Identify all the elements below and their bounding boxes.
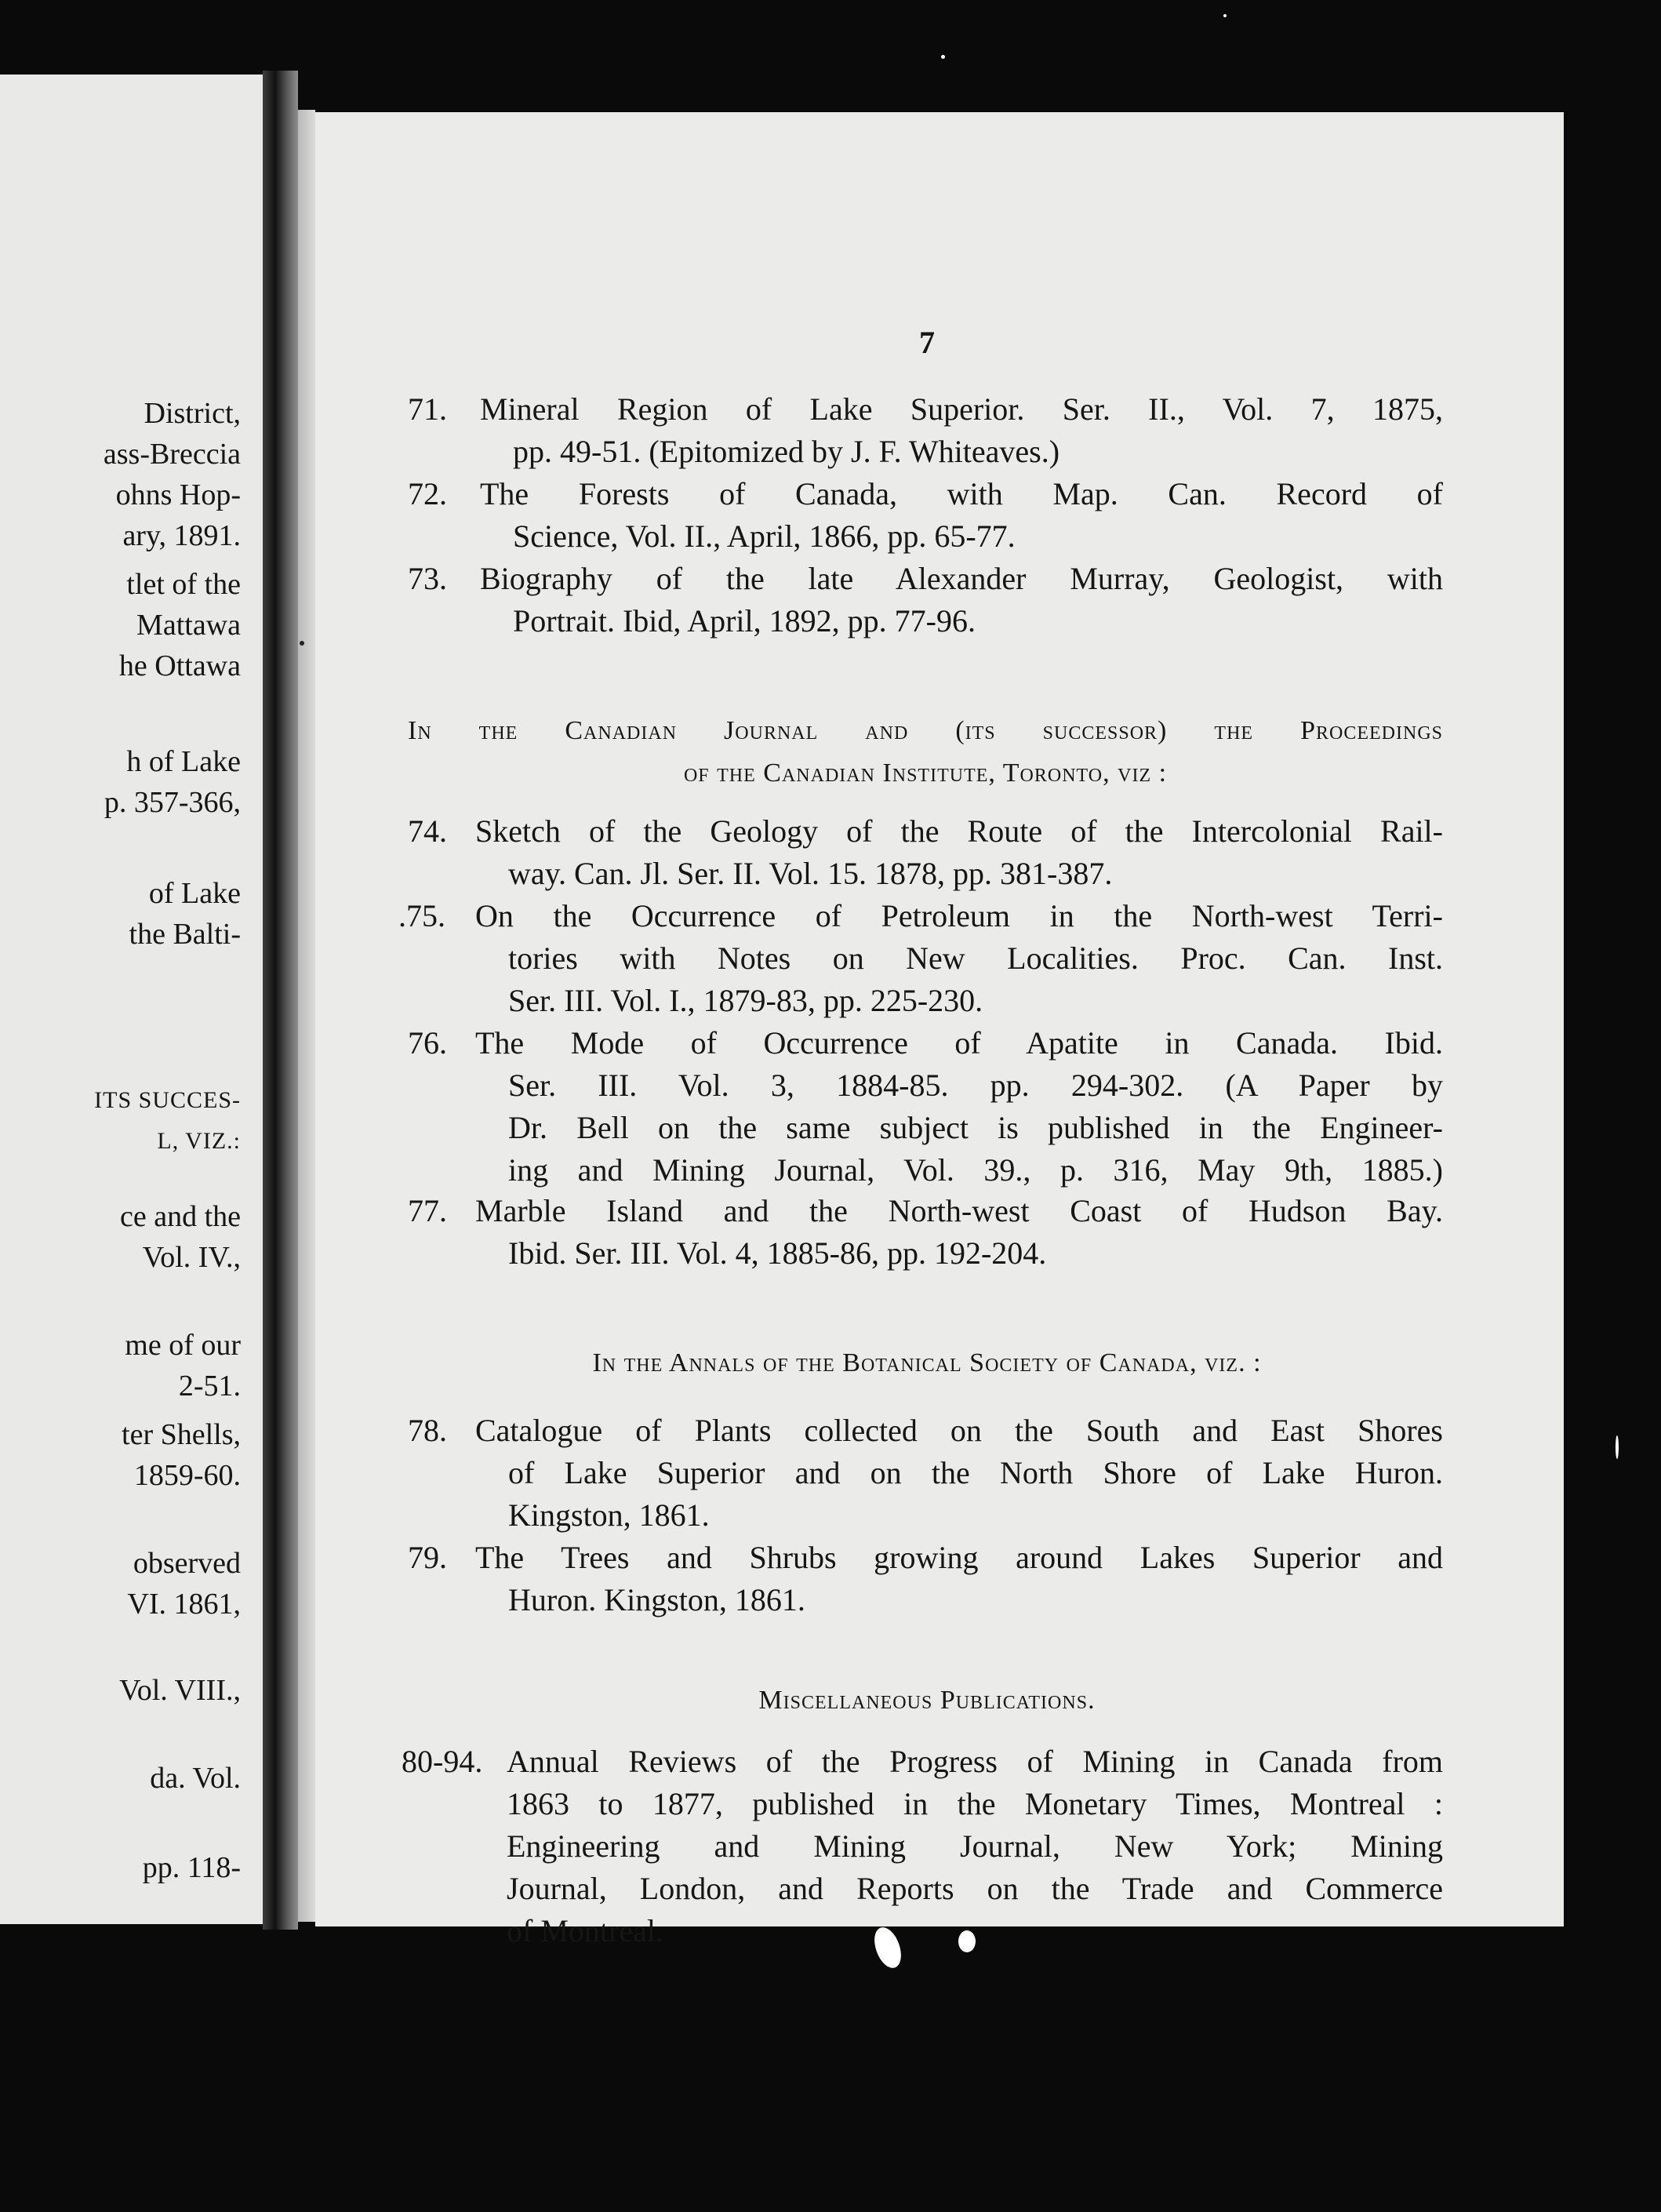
entry-number: 76.	[408, 1025, 447, 1061]
section-heading	[441, 1342, 1413, 1384]
entry-line: of Montreal.	[507, 1913, 663, 1948]
entry-line: tories with Notes on New Localities. Proc. Can. Inst.	[508, 940, 1443, 976]
left-line: of Lake	[148, 877, 241, 910]
section-heading-line: Miscellaneous Publications.	[758, 1686, 1096, 1715]
bibliography-entry	[402, 1741, 1443, 1952]
bibliography-entry	[408, 1190, 1443, 1275]
left-line: Vol. VIII.,	[119, 1674, 241, 1707]
section-heading-line: of the Canadian Institute, Toronto, viz :	[683, 759, 1168, 788]
entry-line: Marble Island and the North-west Coast of Hudson Bay.	[475, 1193, 1443, 1228]
gutter-shadow	[298, 110, 315, 1922]
bibliography-entry	[408, 388, 1443, 473]
left-line: pp. 118-	[142, 1851, 241, 1884]
scan-artifact	[300, 641, 304, 646]
page	[315, 112, 1564, 1948]
section-heading-line: In the Canadian Journal and (its successor) the Proceedings	[408, 716, 1443, 745]
scan-artifact	[941, 55, 945, 59]
left-line: da. Vol.	[150, 1762, 241, 1795]
bibliography-entry	[408, 1022, 1443, 1191]
entry-line: The Mode of Occurrence of Apatite in Canada. Ibid.	[475, 1025, 1443, 1061]
scan-artifact	[1616, 1435, 1619, 1459]
entry-line: pp. 49-51. (Epitomized by J. F. Whiteaves.)	[513, 434, 1060, 469]
entry-line: of Lake Superior and on the North Shore of Lake Huron.	[508, 1455, 1443, 1490]
entry-line: Journal, London, and Reports on the Trade and Commerce	[507, 1871, 1443, 1906]
entry-line: 1863 to 1877, published in the Monetary Times, Montreal :	[507, 1786, 1443, 1821]
entry-line: Engineering and Mining Journal, New York; Mining	[507, 1828, 1443, 1864]
entry-line: Science, Vol. II., April, 1866, pp. 65-77.	[513, 518, 1016, 554]
entry-number: 71.	[408, 391, 447, 427]
entry-line: Catalogue of Plants collected on the South and East Shores	[475, 1413, 1443, 1448]
entry-line: Huron. Kingston, 1861.	[508, 1582, 805, 1617]
left-line: ass-Breccia	[103, 438, 241, 471]
left-line: he Ottawa	[118, 649, 241, 682]
left-line: the Balti-	[129, 918, 241, 951]
bibliography-entry	[408, 473, 1443, 558]
section-heading	[408, 710, 1443, 795]
entry-line: On the Occurrence of Petroleum in the North-west Terri-	[475, 898, 1443, 933]
entry-number: 73.	[408, 561, 447, 596]
entry-line: Ser. III. Vol. 3, 1884-85. pp. 294-302. (A Paper by	[508, 1068, 1443, 1103]
book-gutter	[263, 71, 298, 1930]
left-line: ter Shells,	[122, 1418, 241, 1451]
left-line: L, VIZ.:	[157, 1128, 241, 1154]
entry-line: Ibid. Ser. III. Vol. 4, 1885-86, pp. 192-204.	[508, 1235, 1047, 1271]
left-line: District,	[144, 397, 241, 430]
entry-line: Annual Reviews of the Progress of Mining in Canada from	[507, 1744, 1443, 1779]
left-line: me of our	[125, 1329, 241, 1362]
left-line: VI. 1861,	[127, 1588, 241, 1621]
entry-number: 78.	[408, 1413, 447, 1448]
bibliography-entry	[408, 1537, 1443, 1621]
entry-line: Portrait. Ibid, April, 1892, pp. 77-96.	[513, 603, 976, 638]
left-line: Vol. IV.,	[142, 1241, 241, 1274]
left-line: h of Lake	[126, 745, 241, 778]
left-line: 2-51.	[178, 1370, 241, 1403]
entry-line: The Trees and Shrubs growing around Lakes Superior and	[475, 1540, 1443, 1575]
entry-number: 77.	[408, 1193, 447, 1228]
entry-line: Biography of the late Alexander Murray, Geologist, with	[480, 561, 1443, 596]
entry-line: Mineral Region of Lake Superior. Ser. II., Vol. 7, 1875,	[480, 391, 1443, 427]
left-line: observed	[133, 1547, 241, 1580]
section-heading-line: In the Annals of the Botanical Society of Canada, viz. :	[592, 1348, 1262, 1377]
entry-line: ing and Mining Journal, Vol. 39., p. 316, May 9th, 1885.)	[508, 1152, 1443, 1188]
bibliography-entry	[408, 558, 1443, 642]
left-line: 1859-60.	[133, 1459, 241, 1492]
entry-number: 79.	[408, 1540, 447, 1575]
left-line: ce and the	[119, 1200, 241, 1233]
section-heading	[441, 1679, 1413, 1722]
scan-artifact	[958, 1930, 976, 1952]
bibliography-entry	[398, 895, 1443, 1022]
entry-line: The Forests of Canada, with Map. Can. Record of	[480, 476, 1443, 511]
left-line: ITS SUCCES-	[94, 1087, 241, 1113]
left-line: p. 357-366,	[104, 786, 241, 819]
page-number: 7	[919, 325, 935, 360]
entry-line: Dr. Bell on the same subject is published in the Engineer-	[508, 1110, 1443, 1145]
scan-artifact	[1223, 14, 1227, 17]
entry-line: Sketch of the Geology of the Route of the Intercolonial Rail-	[475, 813, 1443, 849]
bibliography-entry	[408, 810, 1443, 895]
left-page-fragment	[0, 75, 263, 1924]
entry-line: Ser. III. Vol. I., 1879-83, pp. 225-230.	[508, 983, 983, 1018]
entry-number: 80-94.	[402, 1744, 483, 1779]
entry-line: Kingston, 1861.	[508, 1497, 710, 1533]
bibliography-entry	[408, 1410, 1443, 1537]
left-line: ohns Hop-	[115, 478, 241, 511]
entry-number: .75.	[398, 898, 445, 933]
left-line: ary, 1891.	[122, 519, 241, 552]
entry-line: way. Can. Jl. Ser. II. Vol. 15. 1878, pp. 381-387.	[508, 856, 1113, 891]
left-line: Mattawa	[136, 609, 241, 642]
left-line: tlet of the	[126, 568, 241, 601]
entry-number: 72.	[408, 476, 447, 511]
entry-number: 74.	[408, 813, 447, 849]
